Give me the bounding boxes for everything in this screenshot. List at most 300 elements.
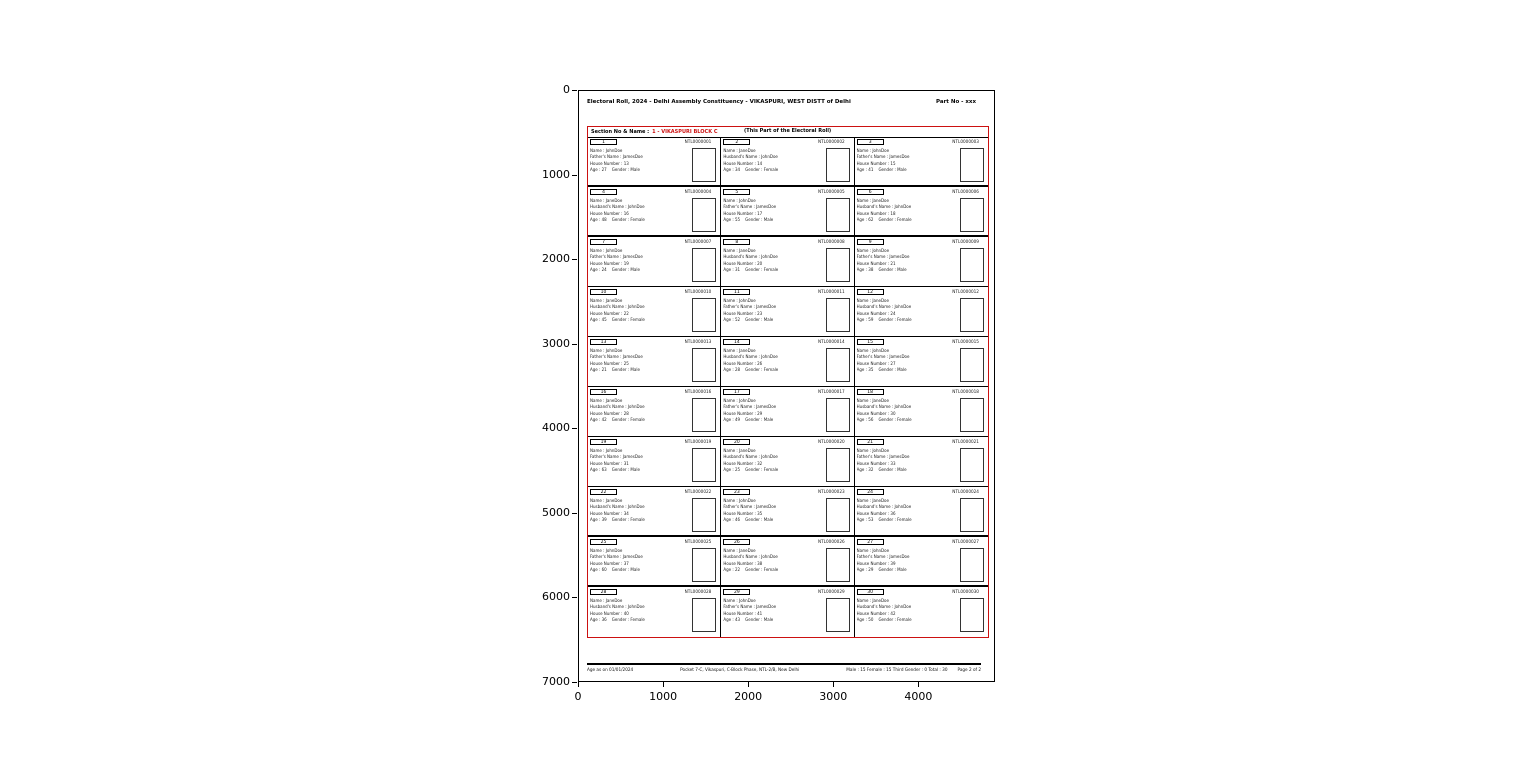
- house-line: House Number : 13: [590, 160, 629, 166]
- age-gender-line: Age : 36 Gender : Female: [590, 617, 645, 623]
- serial-number-box: [590, 439, 617, 445]
- age-gender-line: Age : 42 Gender : Female: [590, 417, 645, 423]
- age-gender-line: Age : 22 Gender : Female: [723, 567, 779, 573]
- house-line: House Number : 21: [856, 260, 896, 266]
- voter-card-top: [590, 438, 718, 447]
- voter-card-top: [723, 288, 851, 297]
- voter-card: [588, 137, 721, 187]
- age-gender-line: Age : 29 Gender : Male: [856, 567, 907, 573]
- serial-number-box: [723, 239, 750, 245]
- serial-number: 20: [733, 439, 740, 445]
- voter-card: [855, 487, 988, 537]
- house-line: House Number : 24: [856, 310, 896, 316]
- voter-photo-placeholder: [692, 198, 716, 232]
- x-axis-tick: [726, 690, 770, 704]
- serial-number-box: [857, 539, 884, 545]
- voter-card-top: [590, 288, 718, 297]
- voter-details: [590, 547, 692, 582]
- voter-details: [590, 147, 692, 182]
- serial-number: 26: [733, 539, 740, 545]
- voter-details: [590, 397, 692, 432]
- serial-number-box: [723, 439, 750, 445]
- voter-card: [588, 437, 721, 487]
- serial-number-box: [723, 389, 750, 395]
- voter-card-body: [857, 297, 986, 332]
- serial-number: 30: [867, 589, 874, 595]
- voter-card-body: [590, 247, 718, 282]
- tick-label: 7000: [542, 675, 570, 688]
- serial-number: 2: [735, 139, 739, 145]
- name-line: Name : JaneDoe: [590, 598, 623, 603]
- name-line: Name : JohnDoe: [590, 148, 623, 153]
- voter-card-top: [590, 188, 718, 197]
- roll-header-title: Electoral Roll, 2024 - Delhi Assembly Constituency - VIKASPURI, WEST DISTT of Delhi: [587, 99, 851, 105]
- relation-line: Father's Name : JamesDoe: [856, 354, 910, 360]
- name-line: Name : JaneDoe: [590, 298, 623, 303]
- name-line: Name : JohnDoe: [856, 148, 890, 153]
- epic-number: NTL0000012: [952, 289, 979, 294]
- voter-details: [723, 497, 825, 532]
- voter-card-top: [723, 538, 851, 547]
- age-gender-line: Age : 35 Gender : Male: [856, 367, 907, 373]
- voter-photo-placeholder: [692, 498, 716, 532]
- relation-line: Husband's Name : JohnDoe: [856, 504, 912, 510]
- voter-card-top: [723, 238, 851, 247]
- voter-card: [588, 187, 721, 237]
- y-axis-tick: [530, 675, 570, 689]
- voter-photo-placeholder: [826, 348, 850, 382]
- voter-card-body: [723, 297, 851, 332]
- house-line: House Number : 26: [723, 360, 763, 366]
- voter-grid: [588, 137, 988, 637]
- voter-card-top: [590, 388, 718, 397]
- serial-number-box: [857, 389, 884, 395]
- tick-label: 3000: [542, 336, 570, 350]
- serial-number: 15: [867, 339, 874, 345]
- voter-card-top: [723, 138, 851, 147]
- tick-label: 0: [563, 83, 570, 96]
- voter-card: [721, 537, 854, 587]
- voter-card-top: [723, 588, 851, 597]
- voter-card-body: [857, 147, 986, 182]
- epic-number: NTL0000009: [952, 239, 979, 244]
- voter-card-body: [590, 297, 718, 332]
- page-footer: [587, 667, 981, 672]
- voter-photo-placeholder: [692, 548, 716, 582]
- x-axis-tick: [641, 690, 685, 704]
- name-line: Name : JohnDoe: [723, 198, 756, 203]
- serial-number-box: [857, 189, 884, 195]
- voter-card-body: [723, 497, 851, 532]
- voter-card-body: [590, 347, 718, 382]
- serial-number-box: [723, 139, 750, 145]
- age-gender-line: Age : 48 Gender : Female: [590, 217, 645, 223]
- serial-number: 8: [735, 239, 739, 245]
- house-line: House Number : 36: [856, 510, 896, 516]
- voter-card-body: [857, 347, 986, 382]
- voter-card-body: [723, 447, 851, 482]
- voter-details: [723, 297, 825, 332]
- relation-line: Father's Name : JamesDoe: [856, 454, 910, 460]
- name-line: Name : JohnDoe: [723, 398, 756, 403]
- age-gender-line: Age : 63 Gender : Male: [590, 467, 640, 473]
- serial-number-box: [857, 339, 884, 345]
- relation-line: Husband's Name : JohnDoe: [856, 604, 912, 610]
- voter-details: [857, 147, 960, 182]
- voter-card-body: [590, 147, 718, 182]
- voter-card-body: [857, 447, 986, 482]
- voter-card: [855, 537, 988, 587]
- epic-number: NTL0000019: [684, 439, 712, 444]
- voter-details: [723, 447, 825, 482]
- name-line: Name : JaneDoe: [856, 198, 889, 203]
- tick-label: 4000: [904, 690, 933, 703]
- x-axis-tick: [896, 690, 940, 704]
- electoral-roll-page: [578, 90, 995, 682]
- serial-number: 9: [868, 239, 872, 245]
- relation-line: Father's Name : JamesDoe: [723, 604, 777, 610]
- age-gender-line: Age : 59 Gender : Female: [856, 317, 912, 323]
- voter-details: [590, 347, 692, 382]
- relation-line: Husband's Name : JohnDoe: [723, 254, 778, 260]
- relation-line: Father's Name : JamesDoe: [590, 254, 643, 260]
- voter-card: [721, 137, 854, 187]
- voter-details: [590, 247, 692, 282]
- voter-card-body: [590, 447, 718, 482]
- epic-number: NTL0000030: [952, 589, 979, 594]
- voter-card: [588, 537, 721, 587]
- voter-card-body: [857, 197, 986, 232]
- age-gender-line: Age : 31 Gender : Female: [723, 267, 779, 273]
- house-line: House Number : 40: [590, 610, 629, 616]
- serial-number: 14: [733, 339, 740, 345]
- house-line: House Number : 18: [856, 210, 896, 216]
- voter-details: [723, 197, 825, 232]
- y-axis-tick: [530, 590, 570, 604]
- voter-photo-placeholder: [692, 148, 716, 182]
- voter-card: [855, 387, 988, 437]
- voter-details: [590, 597, 692, 632]
- name-line: Name : JaneDoe: [723, 548, 756, 553]
- epic-number: NTL0000003: [952, 139, 979, 144]
- voter-details: [723, 397, 825, 432]
- epic-number: NTL0000005: [817, 189, 845, 194]
- serial-number: 10: [600, 289, 607, 295]
- voter-card-top: [590, 138, 718, 147]
- voter-card-body: [723, 597, 851, 632]
- age-gender-line: Age : 52 Gender : Male: [723, 317, 774, 323]
- serial-number: 22: [600, 489, 607, 495]
- footer-gender-totals: Male : 15 Female : 15 Third Gender : 0 Total : 30: [846, 667, 948, 672]
- voter-card-body: [723, 547, 851, 582]
- age-gender-line: Age : 34 Gender : Female: [723, 167, 779, 173]
- serial-number-box: [590, 139, 617, 145]
- house-line: House Number : 37: [590, 560, 629, 566]
- voter-card-top: [723, 488, 851, 497]
- voter-details: [857, 397, 960, 432]
- epic-number: NTL0000026: [817, 539, 845, 544]
- voter-photo-placeholder: [692, 398, 716, 432]
- tick-label: 6000: [542, 590, 570, 604]
- voter-details: [857, 597, 960, 632]
- relation-line: Father's Name : JamesDoe: [590, 354, 643, 360]
- voter-details: [857, 547, 960, 582]
- age-gender-line: Age : 43 Gender : Male: [723, 617, 774, 623]
- house-line: House Number : 32: [723, 460, 763, 466]
- voter-details: [590, 197, 692, 232]
- voter-card-top: [857, 288, 986, 297]
- epic-number: NTL0000018: [952, 389, 979, 394]
- voter-photo-placeholder: [692, 248, 716, 282]
- voter-photo-placeholder: [960, 598, 984, 632]
- footer-page-number: Page 2 of 2: [957, 667, 981, 672]
- epic-number: NTL0000015: [952, 339, 979, 344]
- serial-number: 16: [600, 389, 607, 395]
- name-line: Name : JaneDoe: [723, 448, 756, 453]
- serial-number-box: [590, 489, 617, 495]
- name-line: Name : JaneDoe: [856, 298, 889, 303]
- epic-number: NTL0000014: [817, 339, 845, 344]
- voter-details: [723, 547, 825, 582]
- house-line: House Number : 28: [590, 410, 629, 416]
- voter-details: [723, 147, 825, 182]
- age-gender-line: Age : 53 Gender : Female: [856, 517, 912, 523]
- serial-number: 23: [733, 489, 740, 495]
- age-gender-line: Age : 21 Gender : Male: [590, 367, 640, 373]
- voter-card: [855, 137, 988, 187]
- serial-number-box: [723, 339, 750, 345]
- voter-photo-placeholder: [960, 548, 984, 582]
- voter-card-top: [590, 238, 718, 247]
- epic-number: NTL0000008: [817, 239, 845, 244]
- serial-number: 25: [600, 539, 607, 545]
- voter-card-body: [723, 247, 851, 282]
- footer-divider: [587, 663, 981, 665]
- age-gender-line: Age : 49 Gender : Male: [723, 417, 774, 423]
- serial-number-box: [857, 239, 884, 245]
- voter-details: [590, 297, 692, 332]
- relation-line: Husband's Name : JohnDoe: [723, 154, 778, 160]
- tick-label: 1000: [649, 690, 678, 703]
- voter-photo-placeholder: [826, 248, 850, 282]
- name-line: Name : JohnDoe: [856, 548, 890, 553]
- voter-card-top: [857, 238, 986, 247]
- x-axis-tick: [556, 690, 600, 704]
- voter-photo-placeholder: [692, 348, 716, 382]
- relation-line: Husband's Name : JohnDoe: [590, 204, 645, 210]
- house-line: House Number : 34: [590, 510, 629, 516]
- voter-details: [857, 347, 960, 382]
- voter-card: [588, 487, 721, 537]
- tick-label: 2000: [542, 252, 570, 266]
- voter-details: [857, 447, 960, 482]
- name-line: Name : JaneDoe: [856, 598, 889, 603]
- relation-line: Father's Name : JamesDoe: [856, 154, 910, 160]
- voter-details: [857, 197, 960, 232]
- serial-number: 17: [733, 389, 740, 395]
- age-gender-line: Age : 32 Gender : Male: [856, 467, 907, 473]
- name-line: Name : JaneDoe: [723, 248, 756, 253]
- age-gender-line: Age : 28 Gender : Female: [723, 367, 779, 373]
- voter-details: [723, 347, 825, 382]
- voter-card-top: [723, 338, 851, 347]
- house-line: House Number : 30: [856, 410, 896, 416]
- voter-photo-placeholder: [826, 598, 850, 632]
- epic-number: NTL0000017: [817, 389, 845, 394]
- part-number: Part No - xxx: [936, 99, 976, 105]
- roll-content-frame: [587, 126, 989, 638]
- epic-number: NTL0000029: [817, 589, 845, 594]
- age-gender-line: Age : 62 Gender : Female: [856, 217, 912, 223]
- voter-card: [721, 587, 854, 637]
- age-gender-line: Age : 55 Gender : Male: [723, 217, 774, 223]
- name-line: Name : JohnDoe: [723, 498, 756, 503]
- voter-card-top: [857, 538, 986, 547]
- voter-card: [855, 187, 988, 237]
- epic-number: NTL0000028: [684, 589, 712, 594]
- voter-details: [857, 247, 960, 282]
- serial-number: 1: [602, 139, 605, 145]
- voter-photo-placeholder: [826, 398, 850, 432]
- voter-photo-placeholder: [960, 298, 984, 332]
- serial-number-box: [857, 139, 884, 145]
- voter-card: [721, 487, 854, 537]
- relation-line: Husband's Name : JohnDoe: [723, 354, 778, 360]
- house-line: House Number : 25: [590, 360, 629, 366]
- voter-details: [590, 497, 692, 532]
- serial-number: 18: [867, 389, 874, 395]
- relation-line: Father's Name : JamesDoe: [590, 154, 643, 160]
- serial-number: 27: [867, 539, 874, 545]
- voter-card-top: [723, 438, 851, 447]
- house-line: House Number : 23: [723, 310, 763, 316]
- voter-photo-placeholder: [826, 198, 850, 232]
- age-gender-line: Age : 45 Gender : Female: [590, 317, 645, 323]
- epic-number: NTL0000010: [684, 289, 712, 294]
- voter-card: [721, 387, 854, 437]
- voter-card: [588, 337, 721, 387]
- voter-card-top: [857, 588, 986, 597]
- voter-photo-placeholder: [692, 448, 716, 482]
- voter-photo-placeholder: [692, 298, 716, 332]
- house-line: House Number : 17: [723, 210, 763, 216]
- voter-card-body: [857, 597, 986, 632]
- section-value: 1 - VIKASPURI BLOCK C: [652, 129, 718, 135]
- voter-photo-placeholder: [826, 448, 850, 482]
- voter-card-body: [723, 347, 851, 382]
- serial-number: 24: [867, 489, 874, 495]
- serial-number-box: [590, 539, 617, 545]
- house-line: House Number : 38: [723, 560, 763, 566]
- voter-card: [588, 587, 721, 637]
- tick-label: 0: [574, 690, 582, 703]
- house-line: House Number : 16: [590, 210, 629, 216]
- age-gender-line: Age : 60 Gender : Male: [590, 567, 640, 573]
- voter-photo-placeholder: [960, 198, 984, 232]
- epic-number: NTL0000004: [684, 189, 712, 194]
- epic-number: NTL0000006: [952, 189, 979, 194]
- house-line: House Number : 39: [856, 560, 896, 566]
- voter-card-body: [723, 147, 851, 182]
- epic-number: NTL0000013: [684, 339, 712, 344]
- voter-card-top: [590, 588, 718, 597]
- house-line: House Number : 14: [723, 160, 763, 166]
- serial-number: 7: [602, 239, 605, 245]
- voter-card-body: [723, 197, 851, 232]
- relation-line: Husband's Name : JohnDoe: [856, 404, 912, 410]
- voter-card-top: [590, 488, 718, 497]
- house-line: House Number : 35: [723, 510, 763, 516]
- epic-number: NTL0000024: [952, 489, 979, 494]
- y-axis-tick: [530, 252, 570, 266]
- relation-line: Husband's Name : JohnDoe: [723, 454, 778, 460]
- voter-card: [721, 287, 854, 337]
- voter-details: [723, 597, 825, 632]
- epic-number: NTL0000027: [952, 539, 979, 544]
- epic-number: NTL0000007: [684, 239, 712, 244]
- name-line: Name : JohnDoe: [856, 248, 890, 253]
- tick-label: 2000: [734, 690, 763, 703]
- relation-line: Husband's Name : JohnDoe: [590, 404, 645, 410]
- voter-details: [723, 247, 825, 282]
- house-line: House Number : 29: [723, 410, 763, 416]
- relation-line: Father's Name : JamesDoe: [856, 554, 910, 560]
- voter-photo-placeholder: [826, 498, 850, 532]
- y-axis-tick: [530, 83, 570, 97]
- footer-age-note: Age as on 01/01/2024: [587, 667, 634, 672]
- age-gender-line: Age : 46 Gender : Male: [723, 517, 774, 523]
- relation-line: Father's Name : JamesDoe: [723, 504, 777, 510]
- voter-card-top: [857, 188, 986, 197]
- name-line: Name : JaneDoe: [856, 498, 889, 503]
- name-line: Name : JaneDoe: [723, 148, 756, 153]
- voter-card: [721, 437, 854, 487]
- house-line: House Number : 33: [856, 460, 896, 466]
- age-gender-line: Age : 38 Gender : Male: [856, 267, 907, 273]
- relation-line: Husband's Name : JohnDoe: [856, 304, 912, 310]
- serial-number: 21: [867, 439, 874, 445]
- age-gender-line: Age : 39 Gender : Female: [590, 517, 645, 523]
- voter-card-top: [857, 138, 986, 147]
- serial-number: 4: [602, 189, 605, 195]
- serial-number: 11: [733, 289, 740, 295]
- voter-photo-placeholder: [826, 298, 850, 332]
- house-line: House Number : 22: [590, 310, 629, 316]
- epic-number: NTL0000022: [684, 489, 712, 494]
- section-label: Section No & Name :: [591, 129, 650, 135]
- relation-line: Father's Name : JamesDoe: [590, 554, 643, 560]
- serial-number-box: [590, 389, 617, 395]
- epic-number: NTL0000016: [684, 389, 712, 394]
- serial-number-box: [590, 339, 617, 345]
- serial-number-box: [590, 189, 617, 195]
- relation-line: Father's Name : JamesDoe: [723, 304, 777, 310]
- voter-card-body: [857, 247, 986, 282]
- house-line: House Number : 20: [723, 260, 763, 266]
- voter-photo-placeholder: [960, 448, 984, 482]
- voter-photo-placeholder: [960, 148, 984, 182]
- serial-number-box: [857, 489, 884, 495]
- voter-card: [855, 287, 988, 337]
- name-line: Name : JaneDoe: [590, 398, 623, 403]
- epic-number: NTL0000021: [952, 439, 979, 444]
- voter-details: [590, 447, 692, 482]
- relation-line: Husband's Name : JohnDoe: [590, 304, 645, 310]
- voter-card-top: [857, 488, 986, 497]
- name-line: Name : JohnDoe: [723, 298, 756, 303]
- relation-line: Husband's Name : JohnDoe: [590, 604, 645, 610]
- voter-details: [857, 297, 960, 332]
